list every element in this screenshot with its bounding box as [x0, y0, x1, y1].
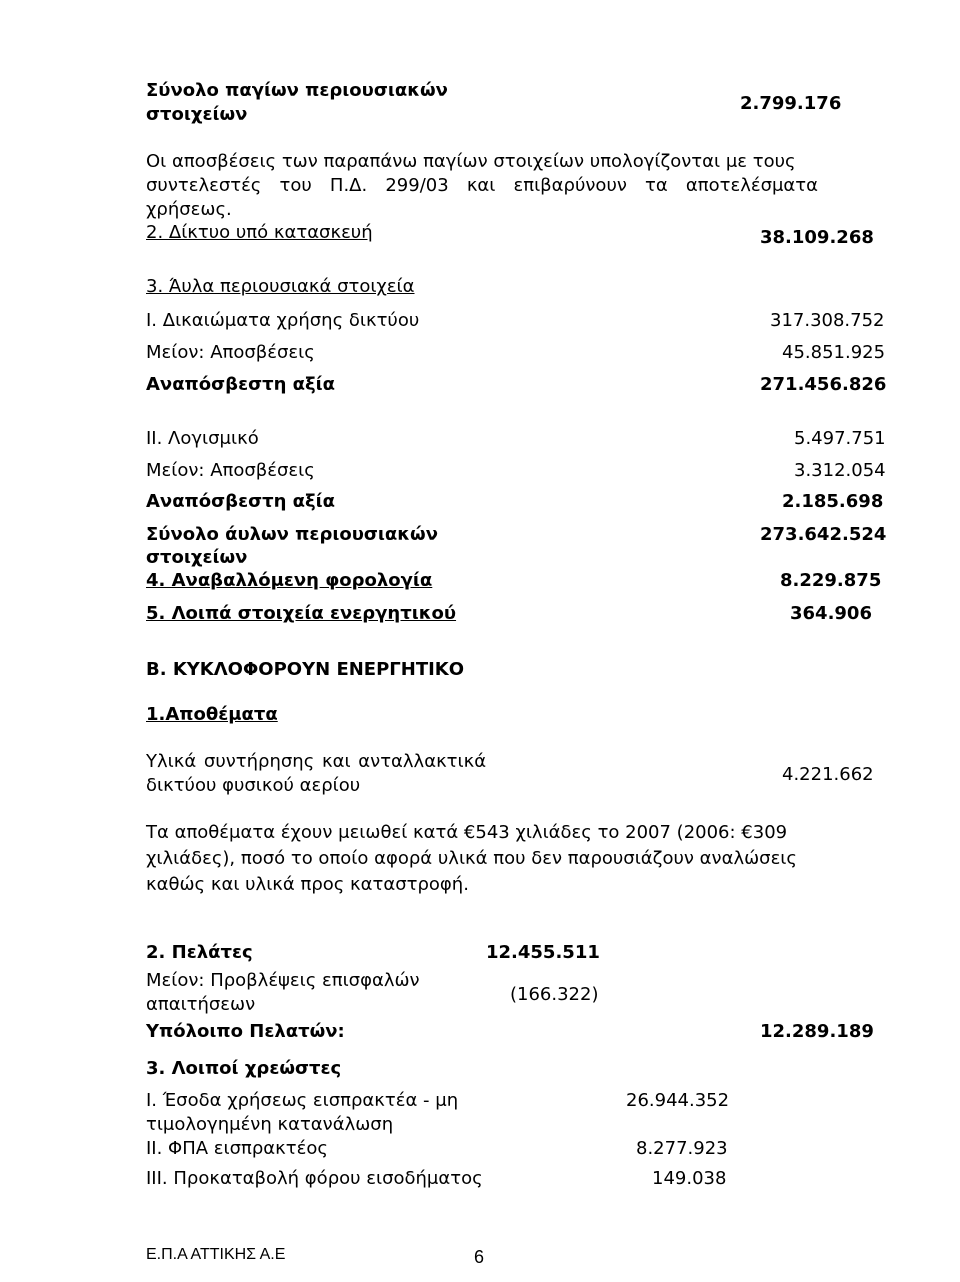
total-fixed-label-line2: στοιχείων — [146, 104, 248, 125]
other-debtors-item3-label: ΙΙΙ. Προκαταβολή φόρου εισοδήματος — [146, 1168, 483, 1189]
customers-heading: 2. Πελάτες — [146, 942, 253, 963]
rights-dep-value: 45.851.925 — [782, 342, 886, 363]
customers-provision-line1: Μείον: Προβλέψεις επισφαλών — [146, 970, 420, 991]
rights-net-value: 271.456.826 — [760, 374, 887, 395]
software-dep-label: Μείον: Αποσβέσεις — [146, 460, 315, 481]
other-assets-label: 5. Λοιπά στοιχεία ενεργητικού — [146, 603, 457, 624]
other-debtors-heading: 3. Λοιποί χρεώστες — [146, 1058, 342, 1079]
depreciation-note-line1: Οι αποσβέσεις των παραπάνω παγίων στοιχείων υπολογίζονται με τους — [146, 151, 796, 172]
intangibles-total-label-line1: Σύνολο άυλων περιουσιακών — [146, 524, 438, 545]
other-debtors-item1-line1: Ι. Έσοδα χρήσεως εισπρακτέα - μη — [146, 1090, 459, 1111]
customers-balance-value: 12.289.189 — [760, 1021, 874, 1042]
rights-dep-label: Μείον: Αποσβέσεις — [146, 342, 315, 363]
rights-value: 317.308.752 — [770, 310, 885, 331]
rights-label: Ι. Δικαιώματα χρήσης δικτύου — [146, 310, 420, 331]
deferred-tax-value: 8.229.875 — [780, 570, 882, 591]
current-assets-heading: Β. ΚΥΚΛΟΦΟΡΟΥΝ ΕΝΕΡΓΗΤΙΚΟ — [146, 659, 465, 680]
other-assets-value: 364.906 — [790, 603, 872, 624]
inventory-materials-line2: δικτύου φυσικού αερίου — [146, 775, 361, 796]
other-debtors-item3-value: 149.038 — [652, 1168, 727, 1189]
inventory-note-line3: καθώς και υλικά προς καταστροφή. — [146, 874, 469, 895]
deferred-tax-label: 4. Αναβαλλόμενη φορολογία — [146, 570, 433, 591]
other-debtors-item1-value: 26.944.352 — [626, 1090, 730, 1111]
software-label: ΙΙ. Λογισμικό — [146, 428, 259, 449]
other-debtors-item1-line2: τιμολογημένη κατανάλωση — [146, 1114, 394, 1135]
inventory-note — [146, 820, 818, 898]
footer-page-number: 6 — [474, 1247, 485, 1267]
intangibles-heading: 3. Άυλα περιουσιακά στοιχεία — [146, 276, 415, 297]
inventory-note-line1: Τα αποθέματα έχουν μειωθεί κατά €543 χιλιάδες το 2007 (2006: €309 — [146, 822, 788, 843]
total-fixed-value: 2.799.176 — [740, 93, 842, 114]
network-value: 38.109.268 — [760, 227, 874, 248]
inventory-note-line2: χιλιάδες), ποσό το οποίο αφορά υλικά που δεν παρουσιάζουν αναλώσεις — [146, 848, 797, 869]
other-debtors-item2-value: 8.277.923 — [636, 1138, 728, 1159]
other-debtors-item2-label: ΙΙ. ΦΠΑ εισπρακτέος — [146, 1138, 328, 1159]
software-net-label: Αναπόσβεστη αξία — [146, 491, 336, 512]
customers-provision-line2: απαιτήσεων — [146, 994, 256, 1015]
rights-net-label: Αναπόσβεστη αξία — [146, 374, 336, 395]
depreciation-note — [146, 150, 818, 222]
customers-balance-label: Υπόλοιπο Πελατών: — [146, 1021, 345, 1042]
intangibles-total-value: 273.642.524 — [760, 524, 887, 545]
total-fixed-label-line1: Σύνολο παγίων περιουσιακών — [146, 80, 448, 101]
software-net-value: 2.185.698 — [782, 491, 884, 512]
footer-company: Ε.Π.Α ΑΤΤΙΚΗΣ Α.Ε — [146, 1246, 286, 1263]
software-dep-value: 3.312.054 — [794, 460, 886, 481]
customers-provision-value: (166.322) — [510, 984, 599, 1005]
depreciation-note-line2: συντελεστές του Π.Δ. 299/03 και επιβαρύνουν τα αποτελέσματα χρήσεως. — [146, 175, 818, 220]
inventory-heading: 1.Αποθέματα — [146, 704, 278, 725]
network-label: 2. Δίκτυο υπό κατασκευή — [146, 222, 373, 243]
inventory-value: 4.221.662 — [782, 764, 874, 785]
inventory-materials-line1: Υλικά συντήρησης και ανταλλακτικά — [146, 751, 487, 772]
customers-gross-value: 12.455.511 — [486, 942, 600, 963]
software-value: 5.497.751 — [794, 428, 886, 449]
intangibles-total-label-line2: στοιχείων — [146, 547, 248, 568]
